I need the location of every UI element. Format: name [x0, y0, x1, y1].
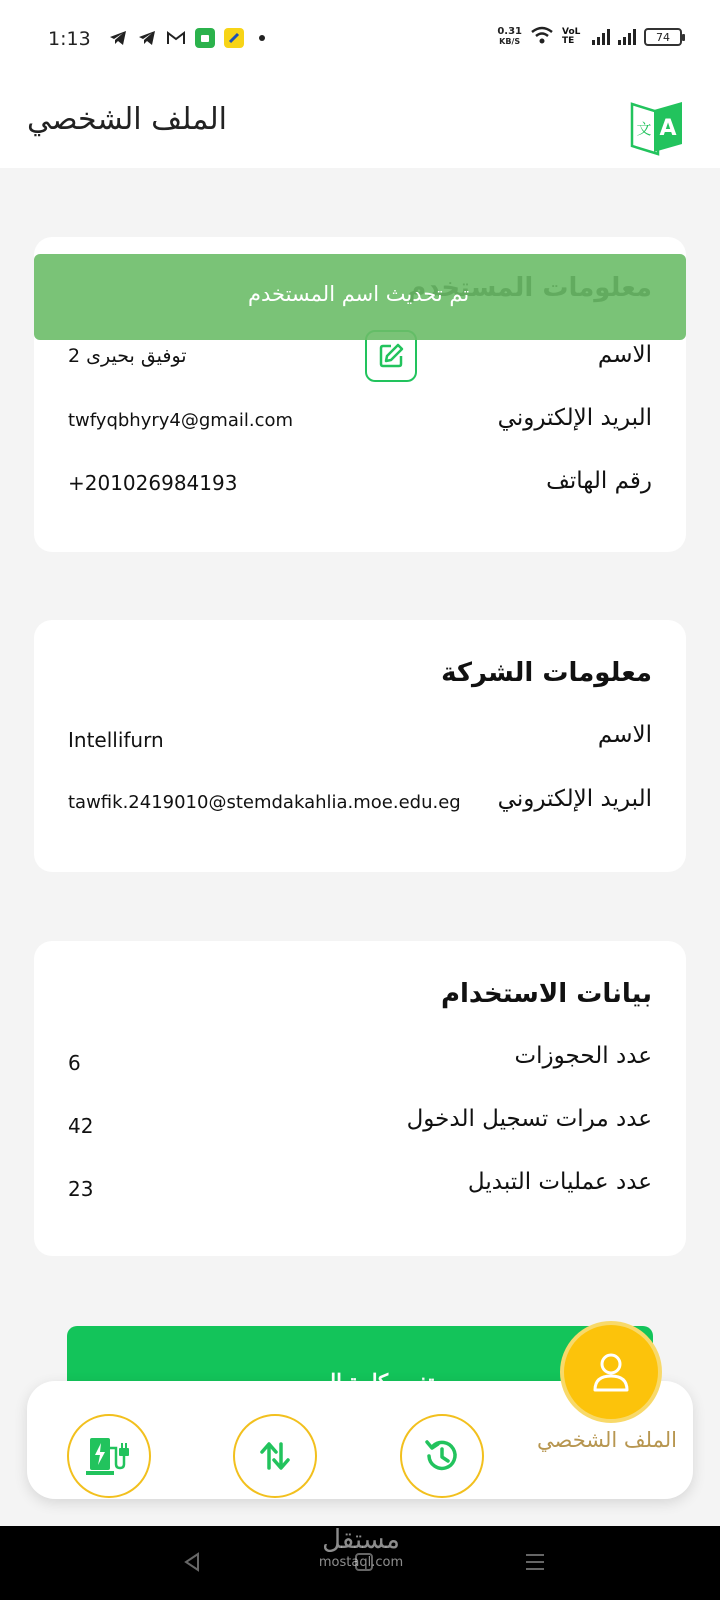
bookings-count-label: عدد الحجوزات	[514, 1043, 652, 1069]
user-email-value: twfyqbhyry4@gmail.com	[68, 410, 294, 431]
wifi-icon	[530, 26, 554, 48]
app-header	[0, 80, 720, 168]
svg-text:A: A	[659, 116, 677, 141]
bookings-count-value: 6	[68, 1051, 81, 1075]
nav-history[interactable]	[400, 1414, 484, 1498]
history-icon	[422, 1436, 462, 1476]
swaps-count-label: عدد عمليات التبديل	[467, 1169, 652, 1195]
nav-charging-stations[interactable]	[67, 1414, 151, 1498]
signal-icon	[592, 29, 610, 45]
menu-icon[interactable]	[519, 1546, 551, 1578]
volte-label: VoLTE	[562, 27, 581, 46]
user-icon	[587, 1348, 635, 1396]
nav-profile-active[interactable]	[560, 1321, 662, 1423]
nav-swap[interactable]	[233, 1414, 317, 1498]
watermark: مستقل mostaql.com	[318, 1525, 404, 1570]
company-info-title: معلومات الشركة	[441, 658, 652, 688]
edit-icon	[377, 342, 405, 370]
company-name-value: Intellifurn	[68, 728, 164, 752]
toast-message: تم تحديث اسم المستخدم	[248, 282, 470, 306]
user-name-value: توفيق بحيرى 2	[68, 345, 187, 367]
user-phone-value: +201026984193	[68, 471, 238, 495]
translate-logo-icon	[628, 98, 686, 156]
notification-icons	[108, 28, 265, 48]
status-time: 1:13	[48, 28, 91, 50]
user-phone-label: رقم الهاتف	[546, 468, 652, 494]
success-toast	[34, 254, 686, 340]
system-status-icons	[497, 26, 682, 48]
signal-icon	[618, 29, 636, 45]
nav-profile-label: الملف الشخصي	[537, 1428, 677, 1452]
usage-stats-card	[34, 941, 686, 1256]
swap-arrows-icon	[255, 1436, 295, 1476]
gmail-icon	[166, 28, 186, 48]
more-notifications-icon	[259, 35, 265, 41]
swaps-count-value: 23	[68, 1177, 94, 1201]
user-email-label: البريد الإلكتروني	[497, 405, 652, 431]
logins-count-label: عدد مرات تسجيل الدخول	[406, 1106, 652, 1132]
telegram-icon	[108, 28, 128, 48]
page-title: الملف الشخصي	[27, 102, 227, 137]
company-email-label: البريد الإلكتروني	[497, 786, 652, 812]
user-name-label: الاسم	[597, 342, 652, 368]
company-info-card	[34, 620, 686, 872]
company-email-value: tawfik.2419010@stemdakahlia.moe.edu.eg	[68, 792, 461, 813]
telegram-icon	[137, 28, 157, 48]
logins-count-value: 42	[68, 1114, 94, 1138]
svg-text:文: 文	[636, 120, 652, 138]
company-name-label: الاسم	[597, 722, 652, 748]
usage-stats-title: بيانات الاستخدام	[440, 979, 652, 1009]
green-app-icon	[195, 28, 215, 48]
status-bar	[0, 0, 720, 80]
network-speed: 0.31 KB/S	[497, 26, 522, 46]
yellow-app-icon	[224, 28, 244, 48]
back-icon[interactable]	[176, 1546, 208, 1578]
bottom-navigation	[27, 1381, 693, 1499]
battery-icon: 74	[644, 28, 682, 46]
charging-station-icon	[84, 1434, 134, 1478]
